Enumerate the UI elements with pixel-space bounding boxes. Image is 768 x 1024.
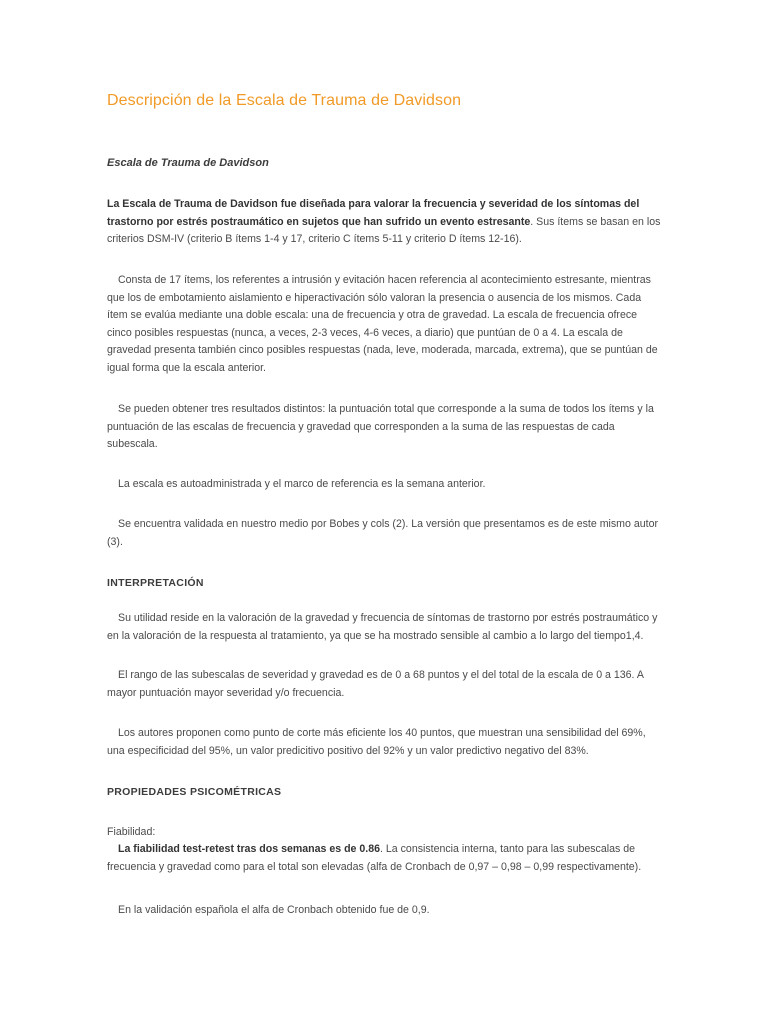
psychometrics-heading: PROPIEDADES PSICOMÉTRICAS [107, 786, 282, 798]
interpretation-paragraph-3: Los autores proponen como punto de corte más eficiente los 40 puntos, que muestran una sensibilidad del 69%, una especificidad del 95%, un valor predicitivo positivo del 92% y un valor predictivo negativo del 83%. [107, 727, 646, 757]
intro-bold-text: La Escala de Trauma de Davidson fue diseñada para valorar la frecuencia y severidad de los síntomas del trastorno por estrés postraumático en sujetos que han sufrido un evento estresante [107, 198, 640, 228]
paragraph-results: Se pueden obtener tres resultados distintos: la puntuación total que corresponde a la suma de todos los ítems y la puntuación de las escalas de frecuencia y gravedad que corresponden a la suma de las respuestas de cada subescala. [107, 403, 654, 450]
paragraph-items: Consta de 17 ítems, los referentes a intrusión y evitación hacen referencia al acontecimiento estresante, mientras que los de embotamiento aislamiento e hiperactivación sólo valoran la presencia o ausencia de los mismos. Cada ítem se evalúa mediante una doble escala: una de frecuencia y otra de gravedad. La escala de frecuencia ofrece cinco posibles respuestas (nunca, a veces, 2-3 veces, 4-6 veces, a diario) que puntúan de 0 a 4. La escala de gravedad presenta también cinco posibles respuestas (nada, leve, moderada, marcada, extrema), que se puntúan de igual forma que la escala anterior. [107, 274, 658, 374]
intro-paragraph [107, 196, 663, 249]
scale-subtitle: Escala de Trauma de Davidson [107, 157, 269, 169]
paragraph-administration: La escala es autoadministrada y el marco de referencia es la semana anterior. [118, 478, 486, 490]
spanish-validation-paragraph: En la validación española el alfa de Cronbach obtenido fue de 0,9. [118, 904, 430, 916]
paragraph-validation: Se encuentra validada en nuestro medio por Bobes y cols (2). La versión que presentamos es de este mismo autor (3). [107, 518, 658, 548]
reliability-paragraph [107, 841, 663, 876]
interpretation-paragraph-1: Su utilidad reside en la valoración de la gravedad y frecuencia de síntomas de trastorno por estrés postraumático y en la valoración de la respuesta al tratamiento, ya que se ha mostrado sensible al cambio a lo largo del tiempo1,4. [107, 612, 658, 642]
intro-rest-text: . Sus ítems se basan en los criterios DSM-IV (criterio B ítems 1-4 y 17, criterio C ítems 5-11 y criterio D ítems 12-16). [107, 215, 661, 245]
reliability-label: Fiabilidad: [107, 826, 156, 838]
document-title: Descripción de la Escala de Trauma de Davidson [107, 92, 462, 109]
reliability-rest-text: . La consistencia interna, tanto para las subescalas de frecuencia y gravedad como para el total son elevadas (alfa de Cronbach de 0,97 – 0,98 – 0,99 respectivamente). [107, 843, 642, 873]
interpretation-heading: INTERPRETACIÓN [107, 577, 204, 589]
reliability-bold-text: La fiabilidad test-retest tras dos semanas es de 0.86 [118, 843, 381, 855]
interpretation-paragraph-2: El rango de las subescalas de severidad y gravedad es de 0 a 68 puntos y el del total de la escala de 0 a 136. A mayor puntuación mayor severidad y/o frecuencia. [107, 669, 644, 699]
